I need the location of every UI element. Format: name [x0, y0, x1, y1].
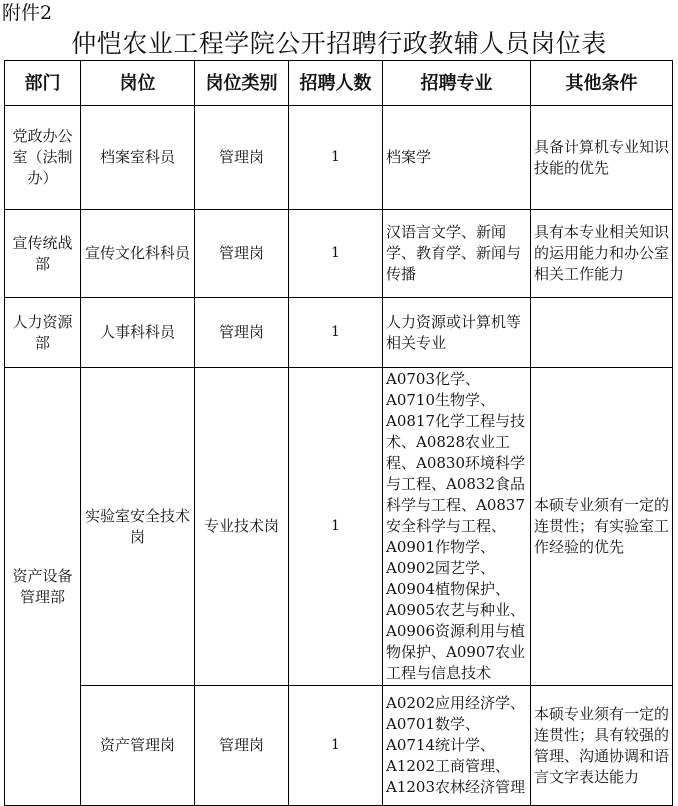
position-cell: 资产管理岗 — [81, 686, 195, 806]
department-cell: 党政办公室（法制办） — [5, 106, 81, 210]
table-row — [5, 686, 673, 806]
major-cell: A0703化学、A0710生物学、A0817化学工程与技术、A0828农业工程、A0830环境科学与工程、A0832食品科学与工程、A0837安全科学与工程、A0901作物学、A0902园艺学、A0904植物保护、A0905农艺与种业、A0906资源利用与植物保护、A0907农业工程与信息技术 — [383, 368, 531, 686]
header-conditions: 其他条件 — [531, 61, 673, 106]
table-header-row — [5, 61, 673, 106]
header-department: 部门 — [5, 61, 81, 106]
category-cell: 专业技术岗 — [195, 368, 289, 686]
count-cell: 1 — [289, 368, 383, 686]
conditions-cell — [531, 298, 673, 368]
position-cell: 人事科科员 — [81, 298, 195, 368]
major-cell: 汉语言文学、新闻学、教育学、新闻与传播 — [383, 210, 531, 298]
positions-table — [4, 60, 673, 806]
major-cell: A0202应用经济学、A0701数学、A0714统计学、A1202工商管理、A1203农林经济管理 — [383, 686, 531, 806]
header-position: 岗位 — [81, 61, 195, 106]
conditions-cell: 具备计算机专业知识技能的优先 — [531, 106, 673, 210]
count-cell: 1 — [289, 686, 383, 806]
count-cell: 1 — [289, 210, 383, 298]
table-row — [5, 298, 673, 368]
header-count: 招聘人数 — [289, 61, 383, 106]
category-cell: 管理岗 — [195, 106, 289, 210]
position-cell: 实验室安全技术岗 — [81, 368, 195, 686]
major-cell: 人力资源或计算机等相关专业 — [383, 298, 531, 368]
table-row — [5, 210, 673, 298]
category-cell: 管理岗 — [195, 686, 289, 806]
position-cell: 档案室科员 — [81, 106, 195, 210]
category-cell: 管理岗 — [195, 210, 289, 298]
conditions-cell: 本硕专业须有一定的连贯性；具有较强的管理、沟通协调和语言文字表达能力 — [531, 686, 673, 806]
header-major: 招聘专业 — [383, 61, 531, 106]
table-row — [5, 106, 673, 210]
table-row — [5, 368, 673, 686]
department-cell: 资产设备管理部 — [5, 368, 81, 806]
department-cell: 宣传统战部 — [5, 210, 81, 298]
header-category: 岗位类别 — [195, 61, 289, 106]
count-cell: 1 — [289, 298, 383, 368]
page-title: 仲恺农业工程学院公开招聘行政教辅人员岗位表 — [71, 29, 607, 58]
conditions-cell: 本硕专业须有一定的连贯性；有实验室工作经验的优先 — [531, 368, 673, 686]
department-cell: 人力资源部 — [5, 298, 81, 368]
conditions-cell: 具有本专业相关知识的运用能力和办公室相关工作能力 — [531, 210, 673, 298]
major-cell: 档案学 — [383, 106, 531, 210]
attachment-label: 附件2 — [2, 2, 53, 24]
category-cell: 管理岗 — [195, 298, 289, 368]
count-cell: 1 — [289, 106, 383, 210]
position-cell: 宣传文化科科员 — [81, 210, 195, 298]
